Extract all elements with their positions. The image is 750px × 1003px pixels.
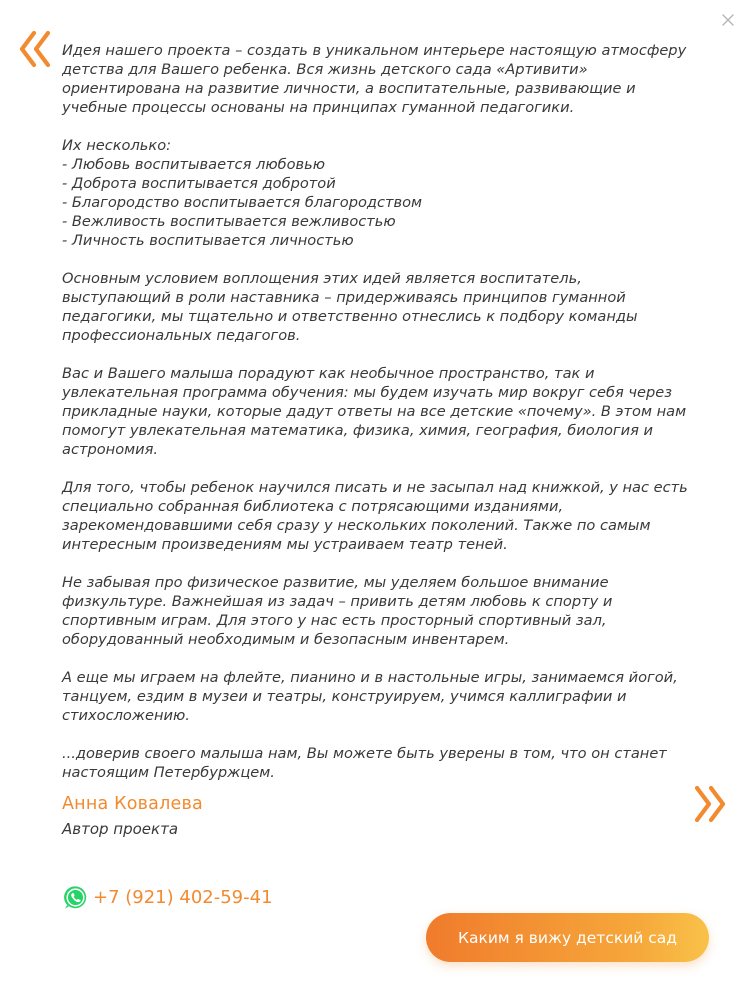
phone-link[interactable]	[62, 884, 273, 911]
paragraph-principles: Их несколько: - Любовь воспитывается любовью - Доброта воспитывается добротой - Благородство воспитывается благородством - Вежливость воспитывается вежливостью - Личность воспитывается личностью	[62, 137, 423, 249]
paragraph-program: Вас и Вашего малыша порадуют как необычное пространство, так и увлекательная программа обучения: мы будем изучать мир вокруг себя через прикладные науки, которые дадут ответы на все детские «почему». В этом нам помогут увлекательная математика, физика, химия, география, биология и астрономия.	[62, 365, 687, 458]
author-role: Автор проекта	[62, 820, 179, 838]
phone-number: +7 (921) 402-59-41	[93, 887, 273, 908]
chevron-double-left-icon	[17, 30, 53, 68]
paragraph-activities: А еще мы играем на флейте, пианино и в настольные игры, занимаемся йогой, танцуем, ездим в музеи и театры, конструируем, учимся каллиграфии и стихосложению.	[62, 669, 678, 724]
paragraph-intro: Идея нашего проекта – создать в уникальном интерьере настоящую атмосферу детства для Вашего ребенка. Вся жизнь детского сада «Артивити» ориентирована на развитие личности, а воспитательные, развивающие и учебные процессы основаны на принципах гуманной педагогики.	[62, 42, 687, 116]
kindergarten-vision-button[interactable]: Каким я вижу детский сад	[426, 913, 709, 962]
close-icon	[720, 12, 736, 28]
paragraph-library: Для того, чтобы ребенок научился писать и не засыпал над книжкой, у нас есть специально собранная библиотека с потрясающими изданиями, зарекомендовавшими себя сразу у нескольких поколений. Также по самым интересным произведениям мы устраиваем театр теней.	[62, 479, 688, 553]
author-name: Анна Ковалева	[62, 794, 203, 814]
project-description	[62, 41, 712, 782]
paragraph-closing: ...доверив своего малыша нам, Вы можете быть уверены в том, что он станет настоящим Петербуржцем.	[62, 745, 667, 781]
whatsapp-icon	[62, 884, 89, 911]
chevron-double-right-icon	[692, 785, 728, 823]
paragraph-teachers: Основным условием воплощения этих идей является воспитатель, выступающий в роли наставника – придерживаясь принципов гуманной педагогики, мы тщательно и ответственно отнеслись к подбору команды профессиональных педагогов.	[62, 270, 638, 344]
close-button[interactable]	[720, 12, 736, 28]
paragraph-sports: Не забывая про физическое развитие, мы уделяем большое внимание физкультуре. Важнейшая из задач – привить детям любовь к спорту и спортивным играм. Для этого у нас есть просторный спортивный зал, оборудованный необходимым и безопасным инвентарем.	[62, 574, 613, 648]
